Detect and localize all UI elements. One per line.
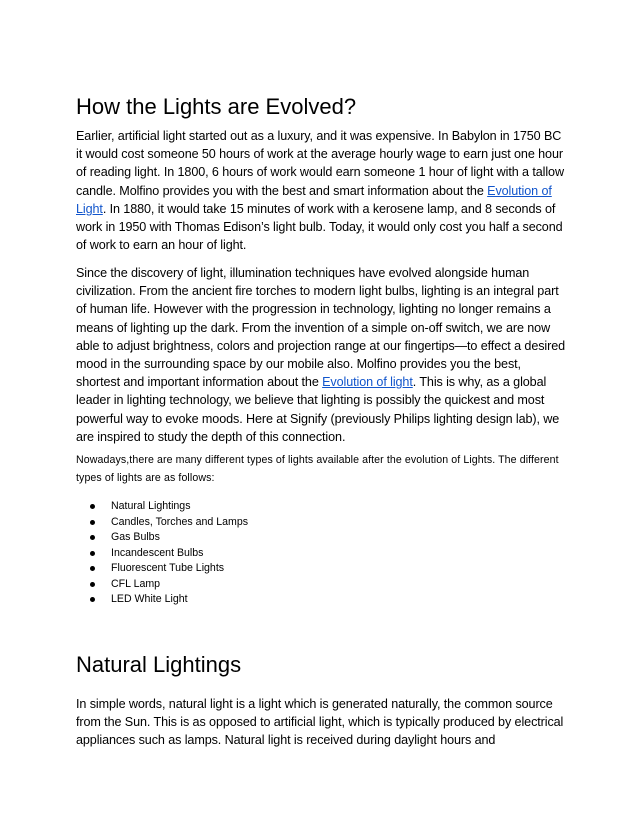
bullet-icon	[90, 597, 95, 602]
list-item	[90, 592, 248, 608]
list-item-label: Gas Bulbs	[111, 531, 160, 543]
bullet-icon	[90, 520, 95, 525]
paragraph-types-intro: Nowadays,there are many different types of lights available after the evolution of Lights. The different types of lights are as follows:	[76, 454, 559, 485]
list-item-label: Fluorescent Tube Lights	[111, 562, 225, 574]
list-item-label: CFL Lamp	[111, 577, 161, 590]
list-item	[90, 530, 248, 546]
light-types-list	[90, 499, 248, 608]
paragraph-illumination-evolution	[76, 264, 566, 446]
paragraph-text: Earlier, artificial light started out as a luxury, and it was expensive. In Babylon in 1750 BC it would cost someone 50 hours of work at the average hourly wage to earn just one hour of reading light. In 1800, 6 hours of work would earn someone 1 hour of light with a tallow candle. Molfino provides you with the best and smart information about the	[76, 129, 564, 198]
list-item	[90, 515, 248, 531]
bullet-icon	[90, 504, 95, 509]
bullet-icon	[90, 535, 95, 540]
list-item	[90, 577, 248, 593]
list-item-label: Incandescent Bulbs	[111, 546, 204, 559]
list-item-label: Candles, Torches and Lamps	[111, 515, 249, 528]
section-title-natural-lightings: Natural Lightings	[76, 652, 242, 677]
bullet-icon	[90, 566, 95, 571]
list-item	[90, 546, 248, 562]
section-title-lights-evolved: How the Lights are Evolved?	[76, 94, 357, 119]
list-item-label: LED White Light	[111, 593, 188, 605]
evolution-of-light-link-2[interactable]: Evolution of light	[322, 375, 413, 390]
bullet-icon	[90, 551, 95, 556]
bullet-icon	[90, 582, 95, 587]
paragraph-history-cost	[76, 127, 566, 254]
list-item-label: Natural Lightings	[111, 500, 191, 512]
list-item	[90, 561, 248, 577]
paragraph-text: . In 1880, it would take 15 minutes of work with a kerosene lamp, and 8 seconds of work in 1950 with Thomas Edison’s light bulb. Today, it would only cost you half a second of work to earn an hour of light.	[76, 201, 563, 253]
evolution-of-light-link[interactable]: Evolution of Light	[76, 183, 552, 216]
paragraph-text: . This is why, as a global leader in lighting technology, we believe that lighting is possibly the quickest and most powerful way to evoke moods. Here at Signify (previously Philips lighting design lab), we are inspired to study the depth of this connection.	[76, 375, 560, 444]
list-item	[90, 499, 248, 515]
paragraph-natural-light: In simple words, natural light is a light which is generated naturally, the common source from the Sun. This is as opposed to artificial light, which is typically produced by electrical appliances such as lamps. Natural light is received during daylight hours and	[76, 697, 564, 748]
paragraph-text: Since the discovery of light, illumination techniques have evolved alongside human civilization. From the ancient fire torches to modern light bulbs, lighting is an integral part of human life. However with the progression in technology, lighting no longer remains a means of lighting up the dark. From the invention of a simple on-off switch, we are now able to adjust brightness, colors and projection range at our fingertips—to effect a desired mood in the surrounding space by our mobile also. Molfino provides you the best, shortest and important information about the	[76, 266, 566, 390]
